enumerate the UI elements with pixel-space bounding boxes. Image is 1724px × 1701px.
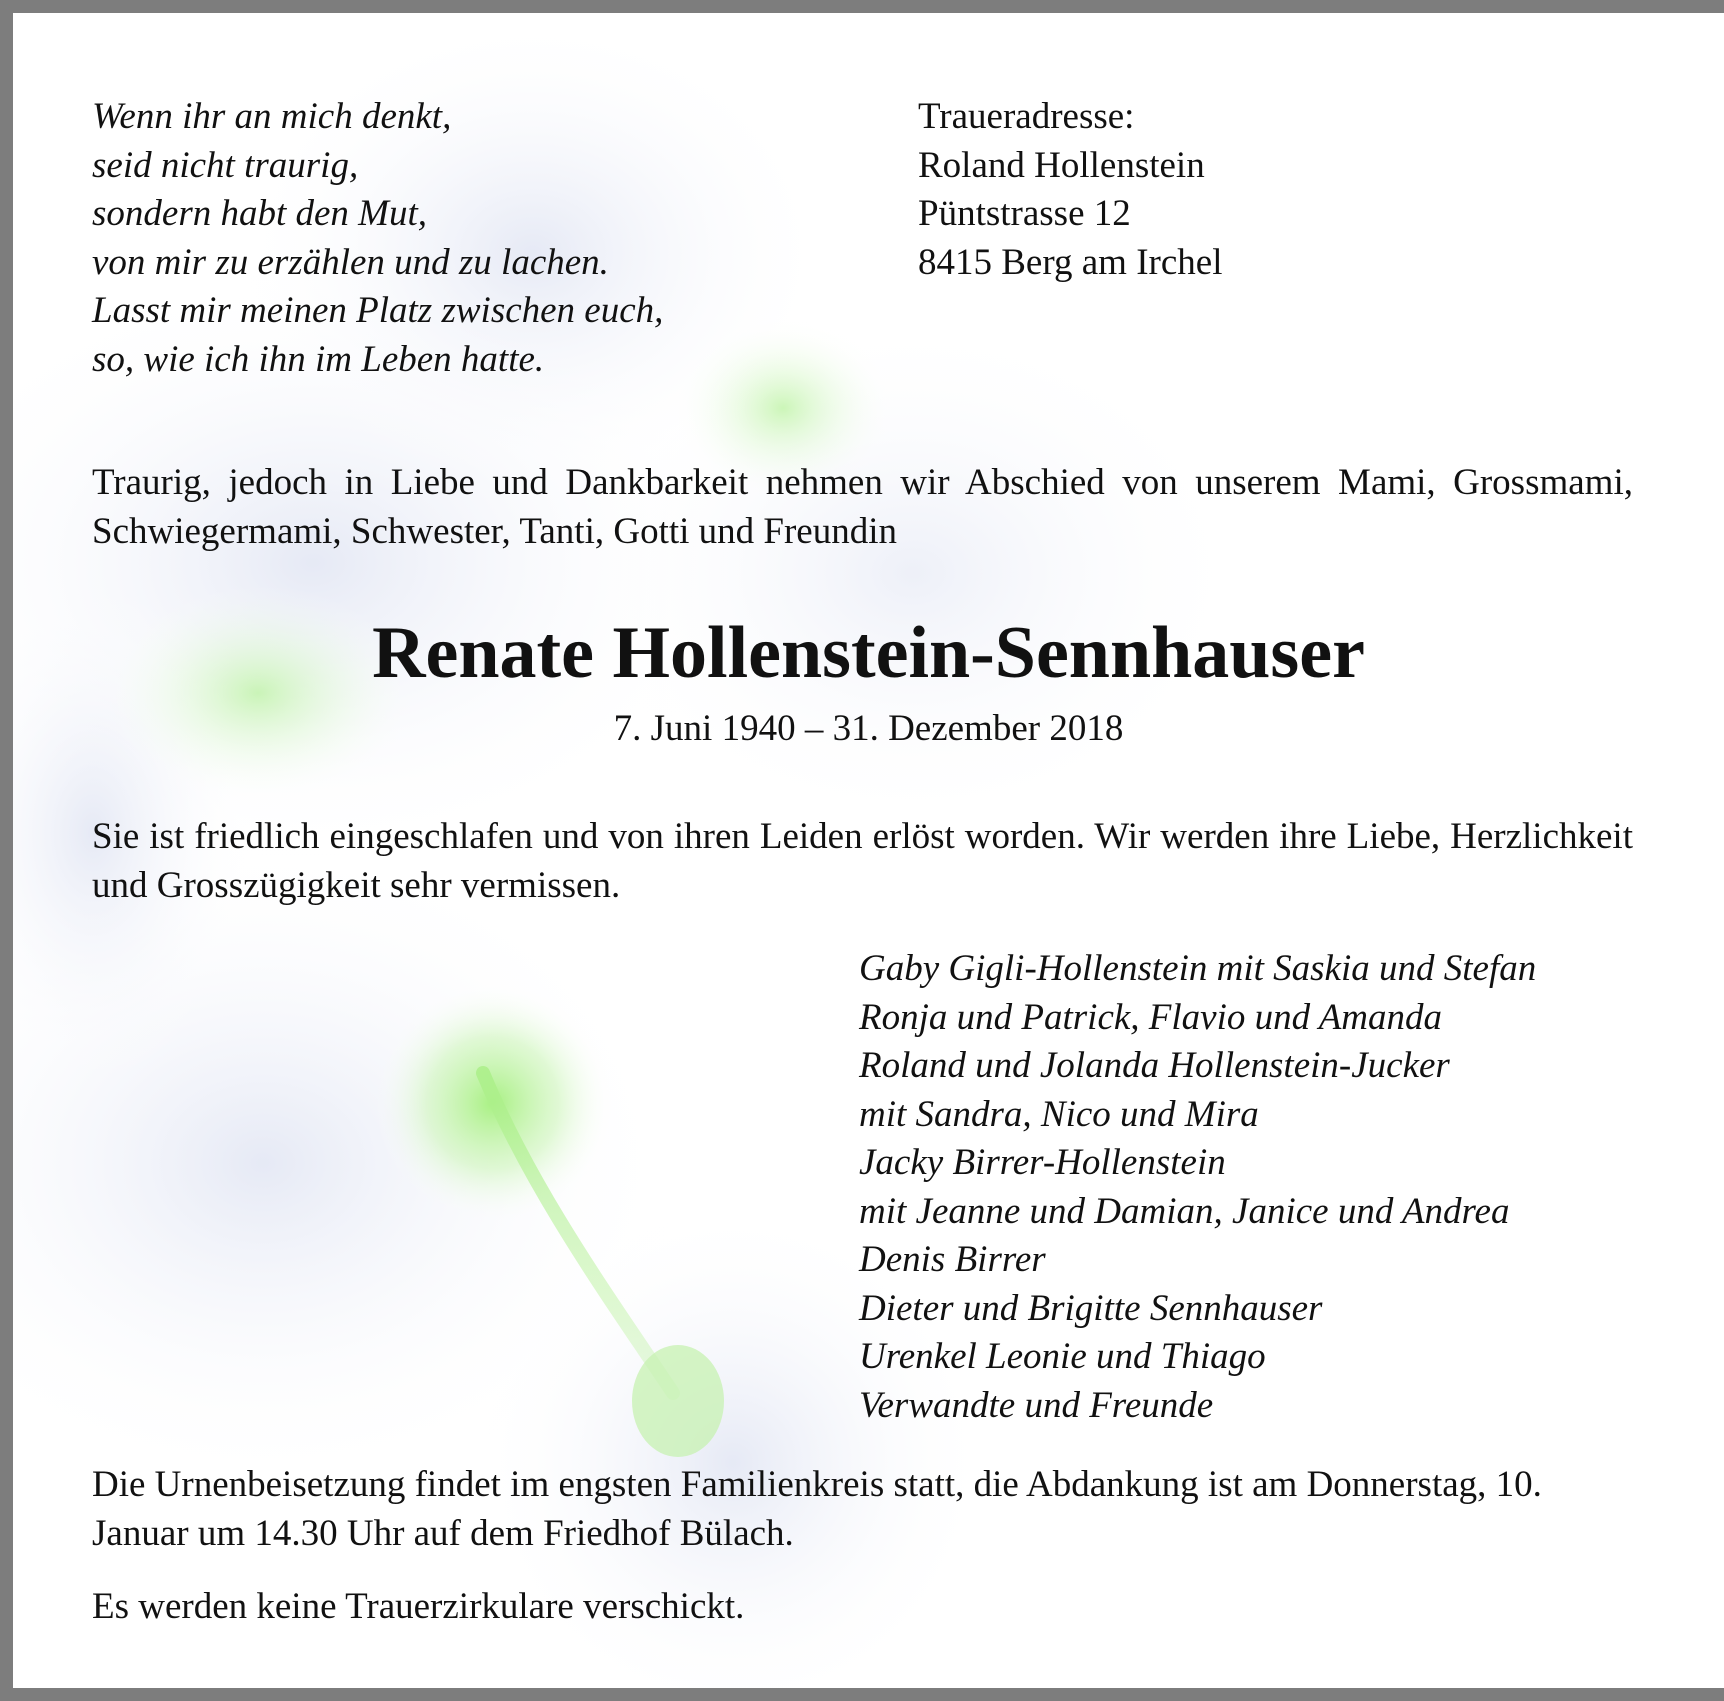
family-member: Gaby Gigli-Hollenstein mit Saskia und Stefan (859, 948, 1537, 989)
message-paragraph: Sie ist friedlich eingeschlafen und von ihren Leiden erlöst worden. Wir werden ihre Liebe, Herzlichkeit und Grosszügigkeit sehr vermissen. (92, 816, 1633, 906)
poem-line: Lasst mir meinen Platz zwischen euch, (92, 290, 664, 331)
closing-note: Es werden keine Trauerzirkulare verschickt. (92, 1586, 745, 1627)
family-member: mit Jeanne und Damian, Janice und Andrea (859, 1190, 1510, 1232)
obituary-page (13, 13, 1724, 1688)
family-member: Ronja und Patrick, Flavio und Amanda (859, 996, 1443, 1038)
family-member: Roland und Jolanda Hollenstein-Jucker (859, 1045, 1450, 1086)
family-list (859, 945, 1536, 1430)
address-line: Püntstrasse 12 (918, 193, 1131, 234)
poem-line: von mir zu erzählen und zu lachen. (92, 241, 609, 283)
intro-paragraph: Traurig, jedoch in Liebe und Dankbarkeit nehmen wir Abschied von unserem Mami, Grossmami, Schwiegermami, Schwester, Tanti, Gotti und Freundin (92, 462, 1633, 552)
mourning-address (918, 93, 1222, 287)
poem-line: seid nicht traurig, (92, 144, 359, 186)
deceased-name: Renate Hollenstein-Sennhauser (372, 612, 1365, 694)
family-member: Urenkel Leonie und Thiago (859, 1336, 1266, 1377)
poem-line: so, wie ich ihn im Leben hatte. (92, 338, 545, 380)
poem-line: sondern habt den Mut, (92, 193, 428, 234)
funeral-info-paragraph: Die Urnenbeisetzung findet im engsten Familienkreis statt, die Abdankung ist am Donnerstag, 10. Januar um 14.30 Uhr auf dem Friedhof Bülach. (92, 1464, 1542, 1554)
poem-line: Wenn ihr an mich denkt, (92, 96, 452, 137)
family-member: mit Sandra, Nico und Mira (859, 1093, 1259, 1135)
address-line: Roland Hollenstein (918, 144, 1205, 186)
obituary-content (13, 13, 1724, 1688)
family-member: Jacky Birrer-Hollenstein (859, 1142, 1226, 1183)
family-member: Denis Birrer (859, 1239, 1046, 1280)
address-line: 8415 Berg am Irchel (918, 241, 1223, 283)
memorial-poem (92, 93, 663, 384)
address-line: Traueradresse: (918, 96, 1135, 137)
family-member: Dieter und Brigitte Sennhauser (859, 1287, 1323, 1329)
life-dates: 7. Juni 1940 – 31. Dezember 2018 (613, 708, 1124, 749)
family-member: Verwandte und Freunde (859, 1384, 1214, 1426)
